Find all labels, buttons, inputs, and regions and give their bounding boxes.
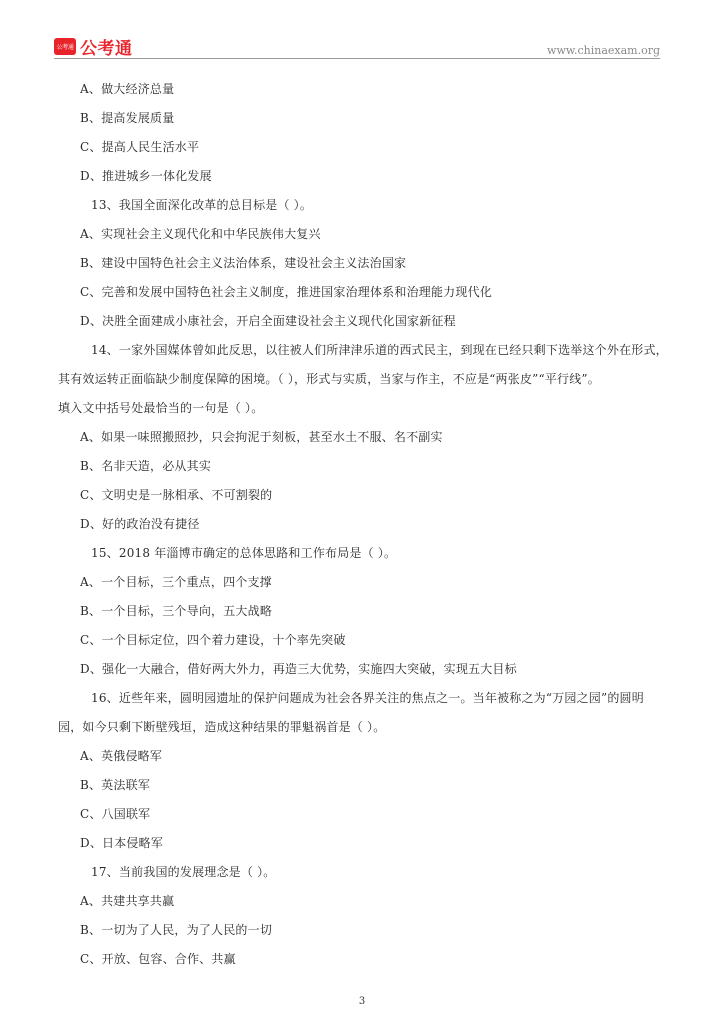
answer-option: A、一个目标，三个重点，四个支撑 [80, 575, 272, 589]
question-text: 其有效运转正面临缺少制度保障的困境。（ ），形式与实质，当家与作主，不应是“两张皮”“平行线”。 [58, 372, 600, 386]
site-url: www.chinaexam.org [547, 44, 660, 57]
question-text: 17、当前我国的发展理念是（ ）。 [91, 865, 276, 879]
question-text: 13、我国全面深化改革的总目标是（ ）。 [91, 198, 313, 212]
answer-option: C、开放、包容、合作、共赢 [80, 952, 236, 966]
answer-option: A、如果一味照搬照抄，只会拘泥于刻板，甚至水土不服、名不副实 [80, 430, 443, 444]
question-text: 填入文中括号处最恰当的一句是（ ）。 [58, 401, 264, 415]
brand-logo [54, 34, 133, 59]
document-body [58, 77, 668, 976]
answer-option: C、文明史是一脉相承、不可割裂的 [80, 488, 273, 502]
answer-option: B、名非天造，必从其实 [80, 459, 212, 473]
question-text: 16、近些年来，圆明园遗址的保护问题成为社会各界关注的焦点之一。当年被称之为“万园之园”的圆明 [91, 691, 644, 705]
answer-option: A、共建共享共赢 [80, 894, 175, 908]
question-text: 15、2018 年淄博市确定的总体思路和工作布局是（ ）。 [91, 546, 397, 560]
answer-option: C、提高人民生活水平 [80, 140, 200, 154]
answer-option: B、建设中国特色社会主义法治体系，建设社会主义法治国家 [80, 256, 407, 270]
answer-option: C、八国联军 [80, 807, 151, 821]
page-number: 3 [358, 996, 366, 1007]
answer-option: B、英法联军 [80, 778, 151, 792]
answer-option: C、一个目标定位，四个着力建设，十个率先突破 [80, 633, 346, 647]
answer-option: D、推进城乡一体化发展 [80, 169, 212, 183]
answer-option: D、决胜全面建成小康社会，开启全面建设社会主义现代化国家新征程 [80, 314, 456, 328]
answer-option: A、做大经济总量 [80, 82, 175, 96]
answer-option: A、英俄侵略军 [80, 749, 163, 763]
question-text: 14、一家外国媒体曾如此反思，以往被人们所津津乐道的西式民主，到现在已经只剩下选举这个外在形式， [91, 343, 668, 357]
answer-option: A、实现社会主义现代化和中华民族伟大复兴 [80, 227, 321, 241]
logo-mark-icon: 公考通 [54, 38, 76, 55]
logo-name: 公考通 [80, 39, 133, 59]
page-header [0, 0, 724, 60]
answer-option: D、强化一大融合，借好两大外力，再造三大优势，实施四大突破，实现五大目标 [80, 662, 517, 676]
answer-option: B、一个目标，三个导向，五大战略 [80, 604, 273, 618]
answer-option: C、完善和发展中国特色社会主义制度，推进国家治理体系和治理能力现代化 [80, 285, 492, 299]
answer-option: B、一切为了人民，为了人民的一切 [80, 923, 273, 937]
answer-option: D、好的政治没有捷径 [80, 517, 200, 531]
answer-option: D、日本侵略军 [80, 836, 164, 850]
question-text: 园，如今只剩下断壁残垣，造成这种结果的罪魁祸首是（ ）。 [58, 720, 386, 734]
header-divider [54, 58, 660, 59]
answer-option: B、提高发展质量 [80, 111, 175, 125]
